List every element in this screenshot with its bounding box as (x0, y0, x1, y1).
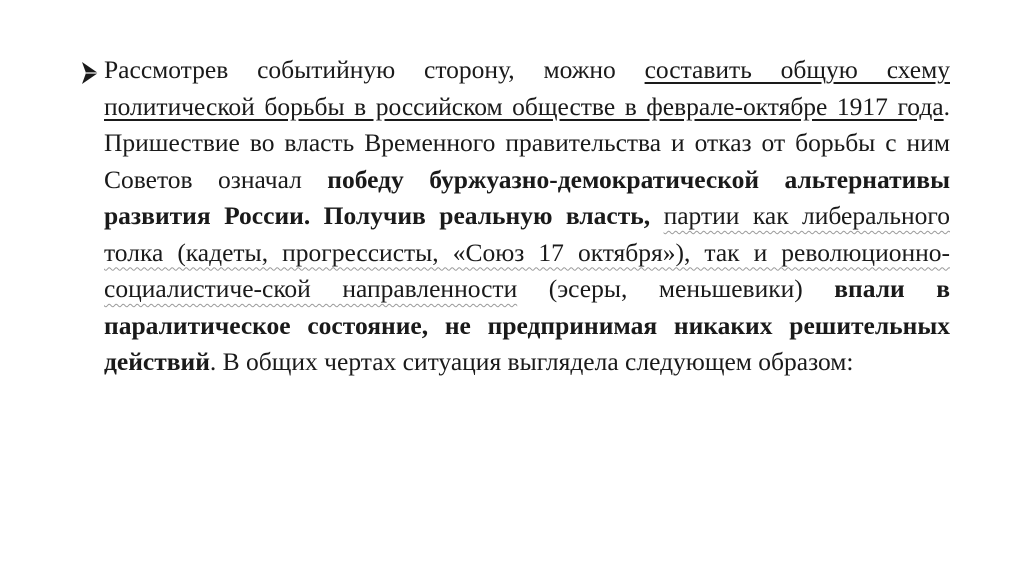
wavy-underlined-phrase: партии как либерального толка (кадеты, прогрессисты, «Союз 17 октября»), так и революционно-социалистиче-ской направленности (104, 201, 950, 303)
text-segment: (эсеры, меньшевики) (517, 274, 835, 303)
underlined-phrase: составить общую схему политической борьбы в российском обществе в феврале-октябре 1917 года (104, 55, 950, 121)
bullet-paragraph (104, 52, 950, 381)
arrow-bullet-icon (80, 58, 100, 88)
text-segment (650, 201, 663, 230)
bold-phrase: впали в паралитическое состояние, не предпринимая никаких решительных действий (104, 274, 950, 376)
text-segment: . В общих чертах ситуация выглядела следующем образом: (209, 347, 854, 376)
bold-phrase: победу буржуазно-демократической альтернативы развития России. Получив реальную власть, (104, 164, 950, 230)
text-segment: . Пришествие во власть Временного правительства и отказ от борьбы с ним Советов означал (104, 91, 950, 194)
text-segment: Рассмотрев событийную сторону, можно (104, 55, 645, 84)
